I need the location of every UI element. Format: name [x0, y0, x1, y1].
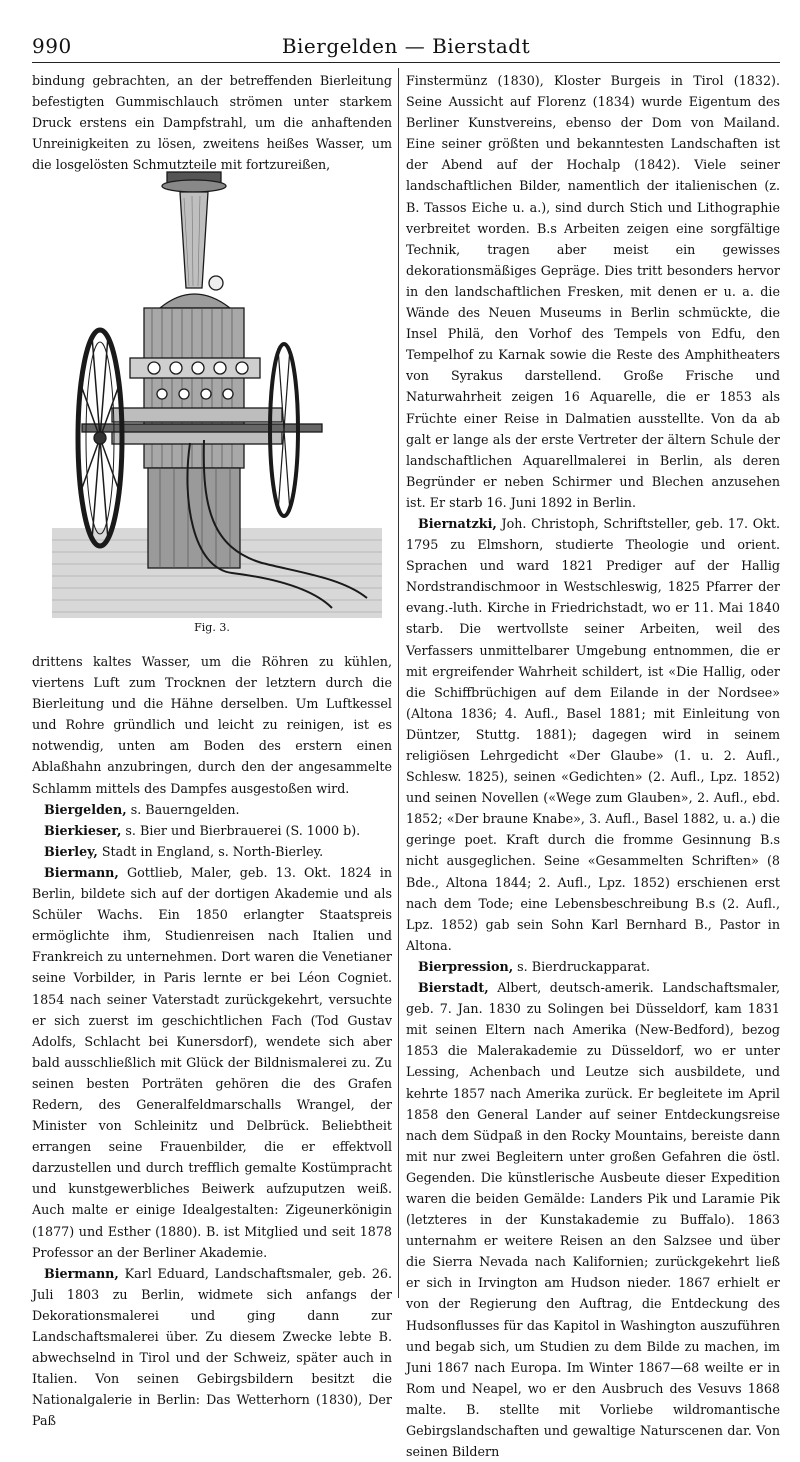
- figure-beer-pipe-cleaning-apparatus: [52, 168, 382, 620]
- left-column-bottom: [32, 651, 392, 1431]
- figure-caption: Fig. 3.: [194, 621, 230, 634]
- entry-term: Biernatzki,: [418, 515, 497, 531]
- entry-text: Albert, deutsch-amerik. Landschaftsmaler, geb. 7. Jan. 1830 zu Solingen bei Düsseldorf, kam 1831 mit seinen Eltern nach Amerika (New-Bedford), bezog 1853 die Malerakademie zu Düsseldorf, wo er unter Lessing, Achenbach und Leutze sich ausbildete, und kehrte 1857 nach Amerika zurück. Er begleitete im April 1858 den General Lander auf seiner Entdeckungsreise nach dem Südpaß in den Rocky Mountains, bereiste dann mit nur zwei Begleitern unter großen Gefahren die östl. Gegenden. Die künstlerische Ausbeute dieser Expedition waren die beiden Gemälde: Landers Pik und Laramie Pik (letzteres in der Kunstakademie zu Buffalo). 1863 unternahm er weitere Reisen an den Salzsee und über die Sierra Nevada nach Kalifornien; zurückgekehrt ließ er sich in Irvington am Hudson nieder. 1867 erhielt er von der Regierung den Auftrag, die Entdeckung des Hudsonflusses für das Kapitol in Washington auszuführen und begab sich, um Studien zu dem Bilde zu machen, im Juni 1867 nach Europa. Im Winter 1867—68 weilte er in Rom und Neapel, wo er den Ausbruch des Vesuvs 1868 malte. B. stellte mit Vorliebe wildromantische Gebirgslandschaften und gewaltige Naturscenen dar. Von seinen Bildern: [406, 980, 780, 1460]
- right-column: [406, 70, 780, 1462]
- entry-term: Bierpression,: [418, 958, 514, 974]
- column-divider: [398, 68, 399, 1298]
- paragraph-continuation: drittens kaltes Wasser, um die Röhren zu kühlen, viertens Luft zum Trocknen der letztern durch die Bierleitung und die Hähne derselben. Um Luftkessel und Rohre gründlich und leicht zu reinigen, ist es notwendig, unten am Boden des erstern einen Ablaßhahn anzubringen, durch den der angesammelte Schlamm mittels des Dampfes ausgestoßen wird.: [32, 654, 392, 796]
- entry-text: s. Bauerngelden.: [126, 801, 240, 817]
- entry-text: Stadt in England, s. North-Bierley.: [97, 843, 324, 859]
- page-number: 990: [32, 34, 72, 58]
- entry-text: Gottlieb, Maler, geb. 13. Okt. 1824 in Berlin, bildete sich auf der dortigen Akademie und als Schüler Wachs. Ein 1850 erlangter Staatspreis ermöglichte ihm, Studienreisen nach Italien und Frankreich zu unternehmen. Dort waren die Venetianer seine Vorbilder, in Paris lernte er bei Léon Cogniet. 1854 nach seiner Vaterstadt zurückgekehrt, versuchte er sich zuerst im geschichtlichen Fach (Tod Gustav Adolfs, Schlacht bei Kunersdorf), wendete sich aber bald ausschließlich mit Glück der Bildnismalerei zu. Zu seinen besten Porträten gehören die des Grafen Redern, des Generalfeldmarschalls Wrangel, der Minister von Schleinitz und Delbrück. Beliebtheit errangen seine Frauenbilder, die er effektvoll darzustellen und durch trefflich gemalte Kostümpracht und kunstgewerbliches Beiwerk aufzuputzen weiß. Auch malte er einige Idealgestalten: Zigeunerkönigin (1877) und Esther (1880). B. ist Mitglied und seit 1878 Professor an der Berliner Akademie.: [32, 864, 392, 1260]
- entry-text: Karl Eduard, Landschaftsmaler, geb. 26. Juli 1803 zu Berlin, widmete sich anfangs der Dekorationsmalerei und ging dann zur Landschaftsmalerei über. Zu diesem Zwecke lebte B. abwechselnd in Tirol und der Schweiz, später auch in Italien. Von seinen Gebirgsbildern besitzt die Nationalgalerie in Berlin: Das Wetterhorn (1830), Der Paß: [32, 1265, 392, 1429]
- entry-biergelden: [32, 799, 392, 820]
- entry-term: Biergelden,: [44, 801, 127, 817]
- entry-text: s. Bier und Bierbrauerei (S. 1000 b).: [121, 822, 361, 838]
- entry-biermann-karl-eduard: [32, 1263, 392, 1432]
- entry-biermann-gottlieb: [32, 862, 392, 1263]
- entry-term: Biermann,: [44, 1265, 119, 1281]
- entry-text: s. Bierdruckapparat.: [513, 958, 650, 974]
- entry-bierpression: [406, 956, 780, 977]
- left-column-top: [32, 70, 392, 175]
- entry-term: Bierley,: [44, 843, 98, 859]
- paragraph-continuation: Finstermünz (1830), Kloster Burgeis in Tirol (1832). Seine Aussicht auf Florenz (1834) wurde Eigentum des Berliner Kunstvereins, ebenso der Dom von Mailand. Eine seiner größten und bekanntesten Landschaften ist der Abend auf der Hochalp (1842). Viele seiner landschaftlichen Bilder, namentlich der italienischen (z. B. Tassos Eiche u. a.), sind durch Stich und Lithographie verbreitet worden. B.s Arbeiten zeigen eine sorgfältige Technik, tragen aber meist ein gewisses dekorationsmäßiges Gepräge. Dies tritt besonders hervor in den landschaftlichen Fresken, mit denen er u. a. die Wände des Neuen Museums in Berlin schmückte, die Insel Philä, den Vorhof des Tempels von Edfu, den Tempelhof zu Karnak sowie die Reste des Amphitheaters von Syrakus darstellend. Große Frische und Naturwahrheit zeigen 16 Aquarelle, die er 1853 als Früchte einer Reise in Dalmatien ausstellte. Von da ab galt er lange als der erste Vertreter der ältern Schule der landschaftlichen Aquarellmalerei in Berlin, als deren Begründer er neben Schirmer und Blechen anzusehen ist. Er starb 16. Juni 1892 in Berlin.: [406, 73, 780, 510]
- entry-term: Biermann,: [44, 864, 119, 880]
- page-header: [32, 34, 780, 58]
- paragraph-continuation: bindung gebrachten, an der betreffenden Bierleitung befestigten Gummischlauch strömen unter starkem Druck erstens ein Dampfstrahl, um die anhaftenden Unreinigkeiten zu lösen, zweitens heißes Wasser, um die losgelösten Schmutzteile mit fortzureißen,: [32, 73, 392, 173]
- entry-bierstadt: [406, 977, 780, 1462]
- header-rule: [32, 62, 780, 63]
- entry-bierley: [32, 841, 392, 862]
- entry-biernatzki: [406, 513, 780, 956]
- entry-text: Joh. Christoph, Schriftsteller, geb. 17. Okt. 1795 zu Elmshorn, studierte Theologie und orient. Sprachen und ward 1821 Prediger auf der Hallig Nordstrandischmoor in Westschleswig, 1825 Pfarrer der evang.-luth. Kirche in Friedrichstadt, wo er 11. Mai 1840 starb. Die wertvollste seiner Arbeiten, weil des Verfassers unmittelbarer Umgebung entnommen, die er mit ergreifender Wahrheit schildert, ist «Die Hallig, oder die Schiffbrüchigen auf dem Eilande in der Nordsee» (Altona 1836; 4. Aufl., Basel 1881; mit Einleitung von Düntzer, Stuttg. 1881); dagegen wird in seinem religiösen Lehrgedicht «Der Glaube» (1. u. 2. Aufl., Schlesw. 1825), seinen «Gedichten» (2. Aufl., Lpz. 1852) und seinen Novellen («Wege zum Glauben», 2. Aufl., ebd. 1852; «Der braune Knabe», 3. Aufl., Basel 1882, u. a.) die geringe poet. Kraft durch die fromme Gesinnung B.s nicht ausgeglichen. Seine «Gesammelten Schriften» (8 Bde., Altona 1844; 2. Aufl., Lpz. 1852) erschienen erst nach dem Tode; eine Lebensbeschreibung B.s (2. Aufl., Lpz. 1852) gab sein Sohn Karl Bernhard B., Pastor in Altona.: [406, 515, 780, 953]
- entry-term: Bierstadt,: [418, 980, 489, 996]
- entry-bierkieser: [32, 820, 392, 841]
- running-head: Biergelden — Bierstadt: [281, 34, 531, 58]
- entry-term: Bierkieser,: [44, 822, 122, 838]
